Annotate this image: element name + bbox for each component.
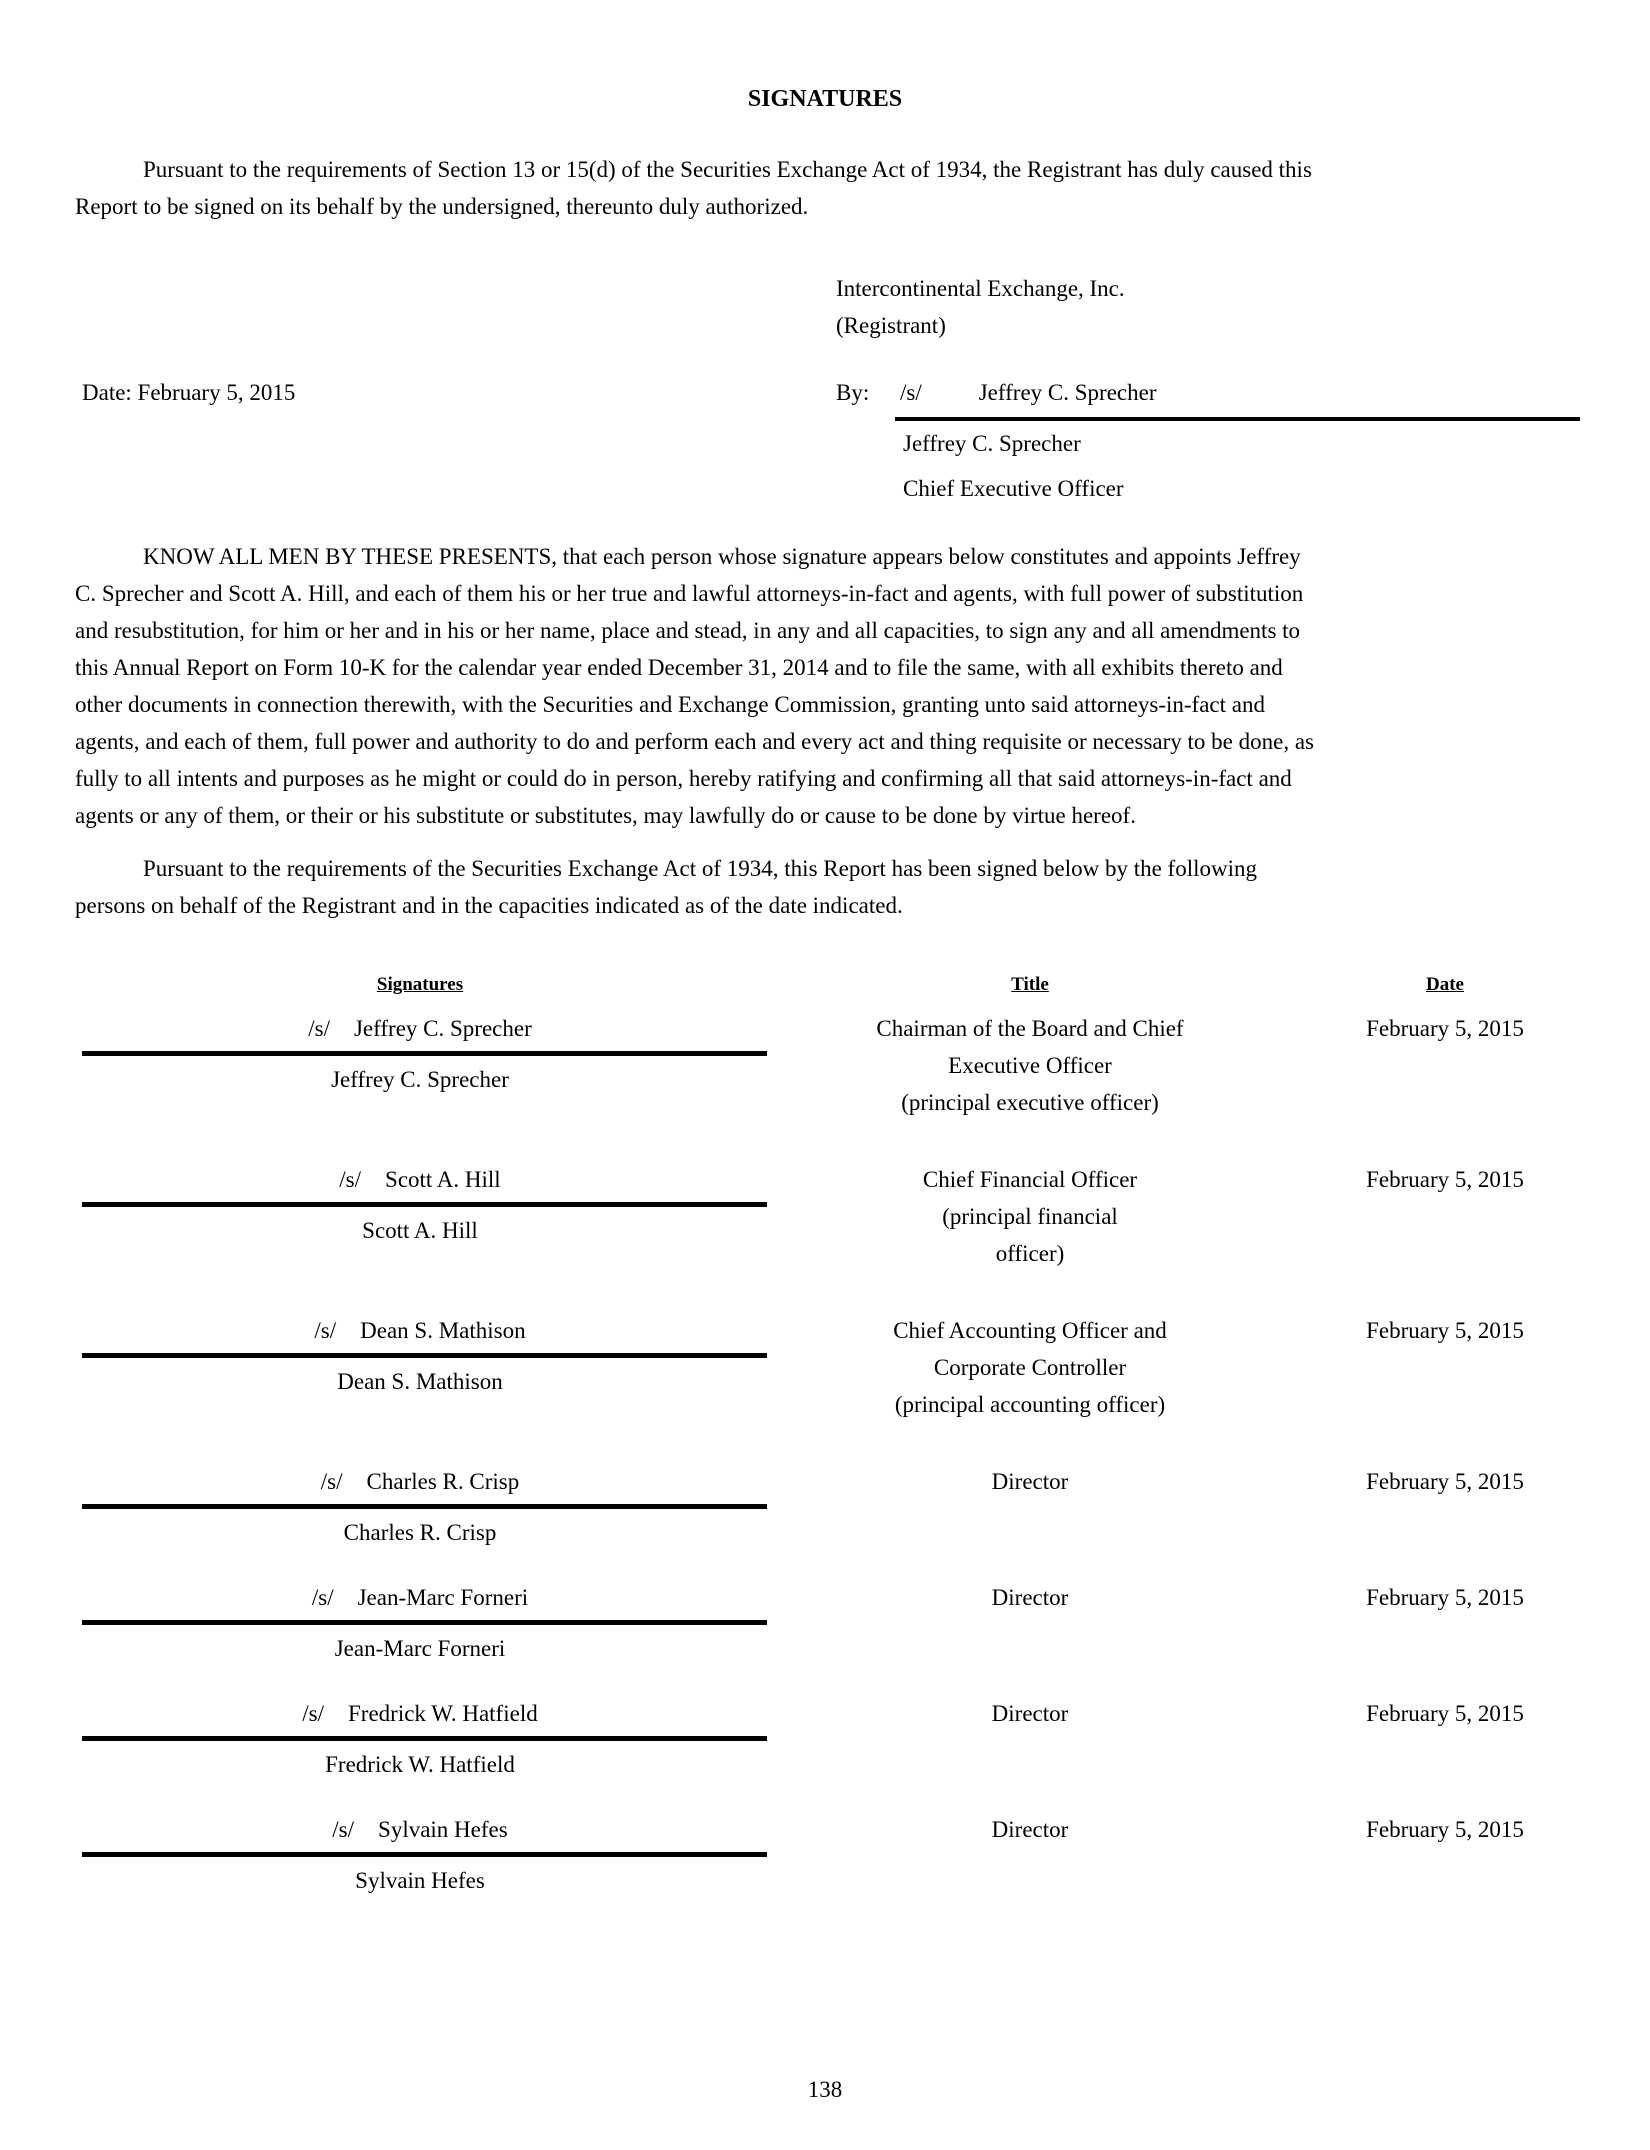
signature-prefix: /s/ — [320, 1469, 343, 1494]
date-cell: February 5, 2015 — [1366, 1585, 1524, 1610]
printed-name: Jean-Marc Forneri — [334, 1636, 506, 1661]
date-cell: February 5, 2015 — [1366, 1701, 1524, 1726]
title-line: Chief Accounting Officer and — [893, 1318, 1167, 1343]
by-line — [836, 374, 1580, 411]
title-line: Corporate Controller — [933, 1355, 1127, 1380]
title-cell — [820, 1695, 1240, 1732]
registrant-label: (Registrant) — [836, 313, 946, 338]
printed-name: Sylvain Hefes — [355, 1868, 485, 1893]
title-line: Chairman of the Board and Chief — [876, 1016, 1184, 1041]
printed-name: Jeffrey C. Sprecher — [903, 431, 1081, 456]
date-cell: February 5, 2015 — [1366, 1817, 1524, 1842]
signature-line — [75, 1579, 765, 1616]
title-line: Director — [991, 1585, 1069, 1610]
title-cell — [820, 1811, 1240, 1848]
paragraph-line: other documents in connection therewith, with the Securities and Exchange Commission, granting unto said attorneys-in-fact and — [75, 692, 1265, 717]
title-cell — [820, 1312, 1240, 1423]
signature-line — [75, 1010, 765, 1047]
signature-cell — [75, 1579, 765, 1667]
header-date-label: Date — [1426, 974, 1464, 995]
signature-name: Jeffrey C. Sprecher — [978, 380, 1157, 405]
paragraph-line: Pursuant to the requirements of Section 13 or 15(d) of the Securities Exchange Act of 1934, the Registrant has duly caused this — [143, 157, 1312, 182]
paragraph-line: this Annual Report on Form 10-K for the calendar year ended December 31, 2014 and to file the same, with all exhibits thereto and — [75, 655, 1283, 680]
signature-name: Jean-Marc Forneri — [357, 1585, 529, 1610]
signature-underline — [82, 1504, 767, 1509]
signature-underline — [82, 1051, 767, 1056]
header-signatures — [75, 972, 765, 998]
execution-signature-block — [836, 374, 1580, 507]
paragraph-line: and resubstitution, for him or her and in his or her name, place and stead, in any and all capacities, to sign any and all amendments to — [75, 618, 1301, 643]
signature-underline — [82, 1852, 767, 1857]
signature-line — [75, 1811, 765, 1848]
signature-name: Scott A. Hill — [385, 1167, 501, 1192]
paragraph-line: fully to all intents and purposes as he might or could do in person, hereby ratifying and confirming all that said attorneys-in-fact and — [75, 766, 1292, 791]
signature-prefix: /s/ — [308, 1016, 330, 1041]
table-row — [75, 1312, 1575, 1423]
printed-name: Charles R. Crisp — [343, 1520, 497, 1545]
printed-name: Dean S. Mathison — [337, 1369, 503, 1394]
signature-underline — [82, 1736, 767, 1741]
table-row — [75, 1010, 1575, 1121]
header-date — [1295, 972, 1595, 998]
title-cell — [820, 1161, 1240, 1272]
execution-row — [75, 374, 1575, 514]
signature-name: Charles R. Crisp — [366, 1469, 520, 1494]
paragraph-line: agents or any of them, or their or his substitute or substitutes, may lawfully do or cause to be done by virtue hereof. — [75, 803, 1136, 828]
signature-underline — [895, 417, 1580, 421]
table-row — [75, 1579, 1575, 1667]
paragraph-line: agents, and each of them, full power and authority to do and perform each and every act and thing requisite or necessary to be done, as — [75, 729, 1315, 754]
paragraph-line: Pursuant to the requirements of the Securities Exchange Act of 1934, this Report has been signed below by the following — [143, 856, 1257, 881]
title-line: Chief Financial Officer — [922, 1167, 1138, 1192]
signature-name: Fredrick W. Hatfield — [348, 1701, 538, 1726]
signature-cell — [75, 1463, 765, 1551]
by-label: By: — [836, 380, 870, 405]
title-line: Director — [991, 1701, 1069, 1726]
title-line: Director — [991, 1817, 1069, 1842]
signature-name: Jeffrey C. Sprecher — [353, 1016, 532, 1041]
signature-cell — [75, 1811, 765, 1899]
signature-cell — [75, 1312, 765, 1400]
signature-name: Sylvain Hefes — [378, 1817, 508, 1842]
signature-line — [75, 1312, 765, 1349]
signature-line — [75, 1161, 765, 1198]
date-cell: February 5, 2015 — [1366, 1167, 1524, 1192]
date-cell: February 5, 2015 — [1366, 1318, 1524, 1343]
title-cell — [820, 1010, 1240, 1121]
date-cell: February 5, 2015 — [1366, 1016, 1524, 1041]
table-row — [75, 1695, 1575, 1783]
signature-cell — [75, 1010, 765, 1098]
table-row — [75, 1161, 1575, 1272]
title-line: (principal accounting officer) — [894, 1392, 1166, 1417]
title-line: (principal financial — [942, 1204, 1118, 1229]
header-title-label: Title — [1011, 974, 1049, 995]
paragraph-line: C. Sprecher and Scott A. Hill, and each of them his or her true and lawful attorneys-in-fact and agents, with full power of substitution — [75, 581, 1304, 606]
header-title — [820, 972, 1240, 998]
paragraph-line: KNOW ALL MEN BY THESE PRESENTS, that each person whose signature appears below constitutes and appoints Jeffrey — [143, 544, 1301, 569]
page-title: SIGNATURES — [747, 86, 903, 112]
paragraph-line: Report to be signed on its behalf by the undersigned, thereunto duly authorized. — [75, 194, 809, 219]
signature-prefix: /s/ — [311, 1585, 334, 1610]
execution-date: Date: February 5, 2015 — [82, 380, 296, 405]
title-line: Executive Officer — [948, 1053, 1112, 1078]
title-line: (principal executive officer) — [901, 1090, 1159, 1115]
title-line: officer) — [995, 1241, 1065, 1266]
printed-name: Jeffrey C. Sprecher — [331, 1067, 509, 1092]
registrant-company-name: Intercontinental Exchange, Inc. — [836, 276, 1125, 301]
registrant-block — [836, 270, 1575, 344]
intro-paragraph — [75, 151, 1575, 225]
signature-prefix: /s/ — [339, 1167, 362, 1192]
page-number: 138 — [807, 2077, 843, 2102]
signature-prefix: /s/ — [302, 1701, 324, 1726]
paragraph-line: persons on behalf of the Registrant and in the capacities indicated as of the date indicated. — [75, 893, 903, 918]
capacities-paragraph — [75, 850, 1575, 924]
signature-underline — [82, 1353, 767, 1358]
signature-line — [75, 1463, 765, 1500]
table-row — [75, 1463, 1575, 1551]
printed-name: Fredrick W. Hatfield — [325, 1752, 515, 1777]
title-cell — [820, 1579, 1240, 1616]
signature-line — [75, 1695, 765, 1732]
date-cell: February 5, 2015 — [1366, 1469, 1524, 1494]
title-line: Director — [991, 1469, 1069, 1494]
signature-underline — [82, 1620, 767, 1625]
title-cell — [820, 1463, 1240, 1500]
signature-prefix: /s/ — [900, 380, 922, 405]
header-signatures-label: Signatures — [376, 974, 464, 995]
signer-title: Chief Executive Officer — [903, 476, 1124, 501]
signature-prefix: /s/ — [332, 1817, 355, 1842]
signature-cell — [75, 1161, 765, 1249]
signature-name: Dean S. Mathison — [360, 1318, 526, 1343]
signature-underline — [82, 1202, 767, 1207]
signature-prefix: /s/ — [314, 1318, 337, 1343]
signature-table-header — [75, 972, 1575, 998]
table-row — [75, 1811, 1575, 1899]
printed-name: Scott A. Hill — [362, 1218, 478, 1243]
signature-cell — [75, 1695, 765, 1783]
signature-table — [75, 972, 1575, 1899]
power-of-attorney-paragraph — [75, 538, 1575, 834]
